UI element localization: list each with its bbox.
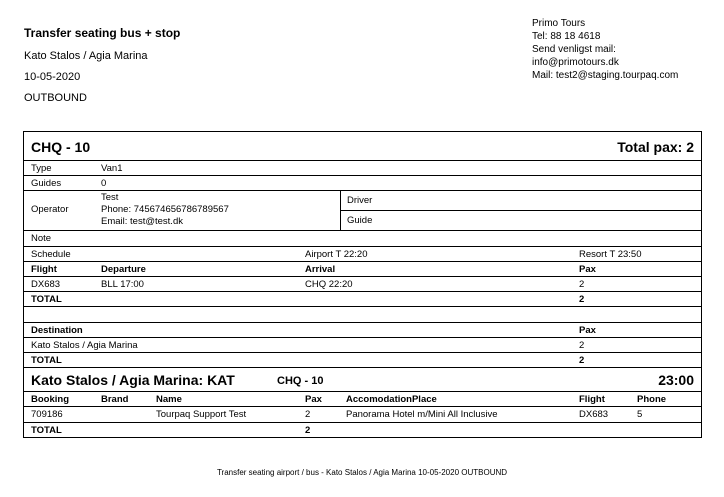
company-info <box>532 17 678 82</box>
operator-label: Operator <box>31 204 69 215</box>
flight-col-pax: Pax <box>579 264 596 275</box>
destination-total-row <box>24 353 701 368</box>
company-mail-label: Send venligst mail: <box>532 44 616 55</box>
company-name: Primo Tours <box>532 18 586 29</box>
report-header <box>24 26 180 113</box>
schedule-row <box>24 247 701 262</box>
guides-value: 0 <box>101 178 107 189</box>
flight-total-row <box>24 292 701 307</box>
report-footer: Transfer seating airport / bus - Kato Stalos / Agia Marina 10-05-2020 OUTBOUND <box>216 468 508 477</box>
booking-accommodation: Panorama Hotel m/Mini All Inclusive <box>346 409 498 420</box>
driver-label: Driver <box>347 195 373 206</box>
schedule-resort: Resort T 23:50 <box>579 249 642 260</box>
schedule-airport: Airport T 22:20 <box>305 249 368 260</box>
flight-total-label: TOTAL <box>31 294 62 305</box>
booking-header-row <box>24 392 701 407</box>
destination-col-destination: Destination <box>31 325 83 336</box>
flight-col-departure: Departure <box>101 264 146 275</box>
guides-row <box>24 176 701 191</box>
booking-row <box>24 407 701 423</box>
booking-pax: 2 <box>305 409 311 420</box>
operator-email: Email: test@test.dk <box>101 216 183 227</box>
vehicle-code: CHQ - 10 <box>31 139 91 155</box>
destination-header-row <box>24 323 701 338</box>
booking-col-flight: Flight <box>579 394 605 405</box>
type-label: Type <box>31 163 52 174</box>
booking-total-label: TOTAL <box>31 425 62 436</box>
flight-pax: 2 <box>579 279 585 290</box>
booking-number: 709186 <box>31 409 63 420</box>
guides-label: Guides <box>31 178 62 189</box>
booking-col-pax: Pax <box>305 394 322 405</box>
stop-code: CHQ - 10 <box>277 375 324 387</box>
stop-header-row <box>24 368 701 392</box>
note-row <box>24 231 701 247</box>
booking-total-value: 2 <box>305 425 311 436</box>
report-date: 10-05-2020 <box>24 71 81 83</box>
report-route: Kato Stalos / Agia Marina <box>24 50 148 62</box>
booking-col-name: Name <box>156 394 182 405</box>
guide-label: Guide <box>347 215 373 226</box>
vehicle-header-row <box>24 132 701 161</box>
flight-number: DX683 <box>31 279 61 290</box>
destination-total-value: 2 <box>579 355 585 366</box>
destination-col-pax: Pax <box>579 325 596 336</box>
booking-name: Tourpaq Support Test <box>156 409 247 420</box>
destination-name: Kato Stalos / Agia Marina <box>31 340 138 351</box>
driver-guide-divider <box>340 210 701 211</box>
schedule-label: Schedule <box>31 249 71 260</box>
booking-flight: DX683 <box>579 409 609 420</box>
flight-arrival: CHQ 22:20 <box>305 279 353 290</box>
spacer-row <box>24 307 701 323</box>
flight-col-flight: Flight <box>31 264 57 275</box>
report-title: Transfer seating bus + stop <box>24 26 181 40</box>
booking-col-brand: Brand <box>101 394 129 405</box>
destination-pax: 2 <box>579 340 585 351</box>
flight-col-arrival: Arrival <box>305 264 336 275</box>
stop-time: 23:00 <box>658 372 694 388</box>
report-direction: OUTBOUND <box>24 92 87 104</box>
company-tel: Tel: 88 18 4618 <box>532 31 601 42</box>
operator-name: Test <box>101 192 119 203</box>
booking-phone: 5 <box>637 409 643 420</box>
destination-total-label: TOTAL <box>31 355 62 366</box>
booking-col-phone: Phone <box>637 394 667 405</box>
transfer-table <box>23 131 702 438</box>
total-pax: Total pax: 2 <box>617 139 694 155</box>
company-mail: info@primotours.dk <box>532 57 619 68</box>
booking-total-row <box>24 423 701 437</box>
flight-departure: BLL 17:00 <box>101 279 144 290</box>
booking-col-accommodation: AccomodationPlace <box>346 394 437 405</box>
booking-col-booking: Booking <box>31 394 69 405</box>
type-value: Van1 <box>101 163 123 174</box>
note-label: Note <box>31 233 52 244</box>
operator-phone: Phone: 745674656786789567 <box>101 204 229 215</box>
operator-row <box>24 191 701 231</box>
destination-row <box>24 338 701 353</box>
company-mail2: Mail: test2@staging.tourpaq.com <box>532 70 679 81</box>
flight-total-value: 2 <box>579 294 585 305</box>
stop-title: Kato Stalos / Agia Marina: KAT <box>31 372 235 388</box>
type-row <box>24 161 701 176</box>
flight-header-row <box>24 262 701 277</box>
flight-row <box>24 277 701 292</box>
